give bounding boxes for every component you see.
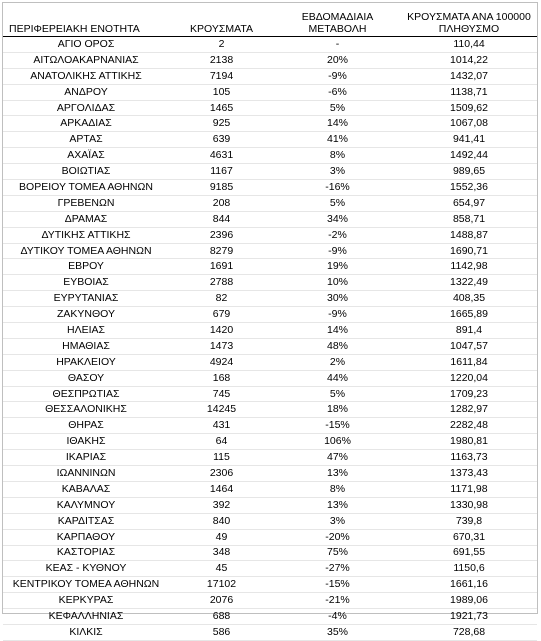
cell-region: ΑΙΤΩΛΟΑΚΑΡΝΑΝΙΑΣ — [3, 52, 169, 68]
cell-region: ΘΕΣΣΑΛΟΝΙΚΗΣ — [3, 402, 169, 418]
cell-cases: 745 — [169, 386, 274, 402]
cell-cases: 840 — [169, 513, 274, 529]
cell-weekly-change: 8% — [274, 481, 401, 497]
table-row — [3, 624, 537, 640]
table-row — [3, 195, 537, 211]
table-row — [3, 148, 537, 164]
cell-cases: 7194 — [169, 68, 274, 84]
cell-cases: 348 — [169, 545, 274, 561]
cell-region: ΕΒΡΟΥ — [3, 259, 169, 275]
table-row — [3, 402, 537, 418]
cell-region: ΓΡΕΒΕΝΩΝ — [3, 195, 169, 211]
cell-weekly-change: -6% — [274, 84, 401, 100]
table-row — [3, 243, 537, 259]
cell-per100k: 1220,04 — [401, 370, 537, 386]
cell-weekly-change: 48% — [274, 338, 401, 354]
cell-region: ΑΡΓΟΛΙΔΑΣ — [3, 100, 169, 116]
cell-weekly-change: 2% — [274, 354, 401, 370]
cell-cases: 2788 — [169, 275, 274, 291]
table-row — [3, 100, 537, 116]
cell-per100k: 1611,84 — [401, 354, 537, 370]
cell-cases: 64 — [169, 434, 274, 450]
cell-cases: 4924 — [169, 354, 274, 370]
cell-cases: 208 — [169, 195, 274, 211]
cell-per100k: 654,97 — [401, 195, 537, 211]
cell-region: ΘΗΡΑΣ — [3, 418, 169, 434]
cell-per100k: 989,65 — [401, 164, 537, 180]
cell-per100k: 1282,97 — [401, 402, 537, 418]
cell-per100k: 1492,44 — [401, 148, 537, 164]
cell-per100k: 1171,98 — [401, 481, 537, 497]
table-row — [3, 132, 537, 148]
cell-cases: 679 — [169, 307, 274, 323]
cell-weekly-change: -15% — [274, 577, 401, 593]
cell-per100k: 1047,57 — [401, 338, 537, 354]
table-row — [3, 529, 537, 545]
cell-cases: 17102 — [169, 577, 274, 593]
table-row — [3, 545, 537, 561]
cell-per100k: 728,68 — [401, 624, 537, 640]
cell-weekly-change: 5% — [274, 195, 401, 211]
header-weekly-change-line1: ΕΒΔΟΜΑΔΙΑΙΑ — [301, 11, 374, 23]
cell-cases: 2138 — [169, 52, 274, 68]
header-cases: ΚΡΟΥΣΜΑΤΑ — [169, 3, 274, 37]
cell-per100k: 1163,73 — [401, 450, 537, 466]
cell-cases: 8279 — [169, 243, 274, 259]
cell-region: ΑΝΑΤΟΛΙΚΗΣ ΑΤΤΙΚΗΣ — [3, 68, 169, 84]
cell-per100k: 1921,73 — [401, 609, 537, 625]
data-table-container — [2, 2, 538, 638]
cell-weekly-change: 47% — [274, 450, 401, 466]
cell-region: ΒΟΙΩΤΙΑΣ — [3, 164, 169, 180]
cell-cases: 925 — [169, 116, 274, 132]
cell-region: ΘΑΣΟΥ — [3, 370, 169, 386]
cell-cases: 392 — [169, 497, 274, 513]
cell-region: ΚΕΡΚΥΡΑΣ — [3, 593, 169, 609]
cell-weekly-change: - — [274, 37, 401, 53]
header-per100k — [401, 3, 537, 37]
cell-region: ΕΥΡΥΤΑΝΙΑΣ — [3, 291, 169, 307]
cell-cases: 639 — [169, 132, 274, 148]
table-row — [3, 307, 537, 323]
cell-region: ΑΓΙΟ ΟΡΟΣ — [3, 37, 169, 53]
table-row — [3, 180, 537, 196]
cell-weekly-change: 8% — [274, 148, 401, 164]
cell-cases: 2396 — [169, 227, 274, 243]
cell-weekly-change: 5% — [274, 386, 401, 402]
cell-per100k: 110,44 — [401, 37, 537, 53]
table-row — [3, 84, 537, 100]
cell-weekly-change: -16% — [274, 180, 401, 196]
cell-per100k: 1330,98 — [401, 497, 537, 513]
cell-weekly-change: 3% — [274, 164, 401, 180]
table-row — [3, 291, 537, 307]
cell-per100k: 858,71 — [401, 211, 537, 227]
cell-weekly-change: 13% — [274, 497, 401, 513]
cell-weekly-change: 14% — [274, 116, 401, 132]
table-row — [3, 52, 537, 68]
cell-weekly-change: -2% — [274, 227, 401, 243]
table-row — [3, 466, 537, 482]
table-row — [3, 386, 537, 402]
header-per100k-line1: ΚΡΟΥΣΜΑΤΑ ΑΝΑ 100000 — [407, 11, 531, 23]
table-row — [3, 513, 537, 529]
cell-cases: 844 — [169, 211, 274, 227]
cell-cases: 2306 — [169, 466, 274, 482]
cell-per100k: 1432,07 — [401, 68, 537, 84]
header-weekly-change-line2: ΜΕΤΑΒΟΛΗ — [308, 23, 367, 35]
cell-cases: 1464 — [169, 481, 274, 497]
cell-cases: 4631 — [169, 148, 274, 164]
cell-weekly-change: 44% — [274, 370, 401, 386]
cell-region: ΚΙΛΚΙΣ — [3, 624, 169, 640]
table-row — [3, 561, 537, 577]
cell-weekly-change: 34% — [274, 211, 401, 227]
cell-per100k: 1980,81 — [401, 434, 537, 450]
cell-region: ΙΘΑΚΗΣ — [3, 434, 169, 450]
cell-cases: 168 — [169, 370, 274, 386]
cell-weekly-change: 14% — [274, 323, 401, 339]
cell-region: ΔΥΤΙΚΗΣ ΑΤΤΙΚΗΣ — [3, 227, 169, 243]
cell-region: ΖΑΚΥΝΘΟΥ — [3, 307, 169, 323]
cell-per100k: 1989,06 — [401, 593, 537, 609]
table-row — [3, 227, 537, 243]
table-row — [3, 275, 537, 291]
cell-weekly-change: -21% — [274, 593, 401, 609]
cell-per100k: 1488,87 — [401, 227, 537, 243]
cell-region: ΚΕΝΤΡΙΚΟΥ ΤΟΜΕΑ ΑΘΗΝΩΝ — [3, 577, 169, 593]
table-row — [3, 259, 537, 275]
cell-cases: 2 — [169, 37, 274, 53]
cell-per100k: 1661,16 — [401, 577, 537, 593]
cell-cases: 105 — [169, 84, 274, 100]
table-row — [3, 609, 537, 625]
cell-weekly-change: -15% — [274, 418, 401, 434]
cell-weekly-change: -20% — [274, 529, 401, 545]
table-row — [3, 68, 537, 84]
cell-per100k: 1138,71 — [401, 84, 537, 100]
table-row — [3, 370, 537, 386]
cell-per100k: 691,55 — [401, 545, 537, 561]
cell-cases: 49 — [169, 529, 274, 545]
cell-cases: 1420 — [169, 323, 274, 339]
table-row — [3, 481, 537, 497]
cell-weekly-change: 18% — [274, 402, 401, 418]
table-row — [3, 338, 537, 354]
cell-weekly-change: 10% — [274, 275, 401, 291]
cell-region: ΔΥΤΙΚΟΥ ΤΟΜΕΑ ΑΘΗΝΩΝ — [3, 243, 169, 259]
cell-weekly-change: 30% — [274, 291, 401, 307]
cell-region: ΔΡΑΜΑΣ — [3, 211, 169, 227]
cell-per100k: 739,8 — [401, 513, 537, 529]
cell-region: ΚΕΦΑΛΛΗΝΙΑΣ — [3, 609, 169, 625]
cell-per100k: 1150,6 — [401, 561, 537, 577]
table-row — [3, 497, 537, 513]
table-row — [3, 37, 537, 53]
cell-per100k: 891,4 — [401, 323, 537, 339]
cell-region: ΚΑΣΤΟΡΙΑΣ — [3, 545, 169, 561]
cell-region: ΑΧΑΪΑΣ — [3, 148, 169, 164]
cases-table — [3, 3, 537, 641]
cell-region: ΙΚΑΡΙΑΣ — [3, 450, 169, 466]
cell-cases: 1473 — [169, 338, 274, 354]
header-region: ΠΕΡΙΦΕΡΕΙΑΚΗ ΕΝΟΤΗΤΑ — [3, 3, 169, 37]
cell-per100k: 2282,48 — [401, 418, 537, 434]
table-row — [3, 354, 537, 370]
cell-per100k: 1665,89 — [401, 307, 537, 323]
cell-cases: 14245 — [169, 402, 274, 418]
table-row — [3, 116, 537, 132]
cell-region: ΑΡΤΑΣ — [3, 132, 169, 148]
cell-weekly-change: -9% — [274, 243, 401, 259]
cell-region: ΑΝΔΡΟΥ — [3, 84, 169, 100]
cell-weekly-change: -27% — [274, 561, 401, 577]
cell-weekly-change: 35% — [274, 624, 401, 640]
table-row — [3, 211, 537, 227]
header-row — [3, 3, 537, 37]
cell-region: ΒΟΡΕΙΟΥ ΤΟΜΕΑ ΑΘΗΝΩΝ — [3, 180, 169, 196]
cell-per100k: 1142,98 — [401, 259, 537, 275]
header-per100k-line2: ΠΛΗΘΥΣΜΟ — [438, 23, 500, 35]
cell-cases: 1691 — [169, 259, 274, 275]
cell-cases: 688 — [169, 609, 274, 625]
cell-region: ΕΥΒΟΙΑΣ — [3, 275, 169, 291]
cell-per100k: 1509,62 — [401, 100, 537, 116]
cell-weekly-change: 41% — [274, 132, 401, 148]
cell-region: ΚΑΒΑΛΑΣ — [3, 481, 169, 497]
cell-weekly-change: 75% — [274, 545, 401, 561]
cell-weekly-change: 13% — [274, 466, 401, 482]
table-header — [3, 3, 537, 37]
cell-region: ΙΩΑΝΝΙΝΩΝ — [3, 466, 169, 482]
cell-per100k: 1014,22 — [401, 52, 537, 68]
table-row — [3, 450, 537, 466]
cell-per100k: 408,35 — [401, 291, 537, 307]
table-body — [3, 37, 537, 641]
cell-region: ΚΑΡΔΙΤΣΑΣ — [3, 513, 169, 529]
cell-region: ΘΕΣΠΡΩΤΙΑΣ — [3, 386, 169, 402]
cell-per100k: 1067,08 — [401, 116, 537, 132]
table-row — [3, 434, 537, 450]
cell-region: ΚΑΡΠΑΘΟΥ — [3, 529, 169, 545]
cell-cases: 431 — [169, 418, 274, 434]
cell-weekly-change: -9% — [274, 307, 401, 323]
cell-region: ΗΛΕΙΑΣ — [3, 323, 169, 339]
cell-cases: 9185 — [169, 180, 274, 196]
cell-cases: 2076 — [169, 593, 274, 609]
cell-per100k: 1690,71 — [401, 243, 537, 259]
cell-cases: 586 — [169, 624, 274, 640]
table-row — [3, 323, 537, 339]
cell-per100k: 1373,43 — [401, 466, 537, 482]
table-row — [3, 577, 537, 593]
cell-weekly-change: 5% — [274, 100, 401, 116]
cell-weekly-change: 106% — [274, 434, 401, 450]
table-row — [3, 418, 537, 434]
table-row — [3, 593, 537, 609]
cell-weekly-change: -9% — [274, 68, 401, 84]
cell-weekly-change: 20% — [274, 52, 401, 68]
cell-cases: 1167 — [169, 164, 274, 180]
cell-per100k: 1322,49 — [401, 275, 537, 291]
cell-per100k: 941,41 — [401, 132, 537, 148]
cell-weekly-change: -4% — [274, 609, 401, 625]
cell-per100k: 1709,23 — [401, 386, 537, 402]
cell-weekly-change: 3% — [274, 513, 401, 529]
cell-region: ΗΡΑΚΛΕΙΟΥ — [3, 354, 169, 370]
table-row — [3, 164, 537, 180]
cell-per100k: 670,31 — [401, 529, 537, 545]
cell-weekly-change: 19% — [274, 259, 401, 275]
cell-cases: 45 — [169, 561, 274, 577]
cell-region: ΗΜΑΘΙΑΣ — [3, 338, 169, 354]
header-weekly-change — [274, 3, 401, 37]
cell-cases: 82 — [169, 291, 274, 307]
cell-region: ΑΡΚΑΔΙΑΣ — [3, 116, 169, 132]
cell-cases: 1465 — [169, 100, 274, 116]
cell-region: ΚΑΛΥΜΝΟΥ — [3, 497, 169, 513]
cell-per100k: 1552,36 — [401, 180, 537, 196]
cell-region: ΚΕΑΣ - ΚΥΘΝΟΥ — [3, 561, 169, 577]
cell-cases: 115 — [169, 450, 274, 466]
